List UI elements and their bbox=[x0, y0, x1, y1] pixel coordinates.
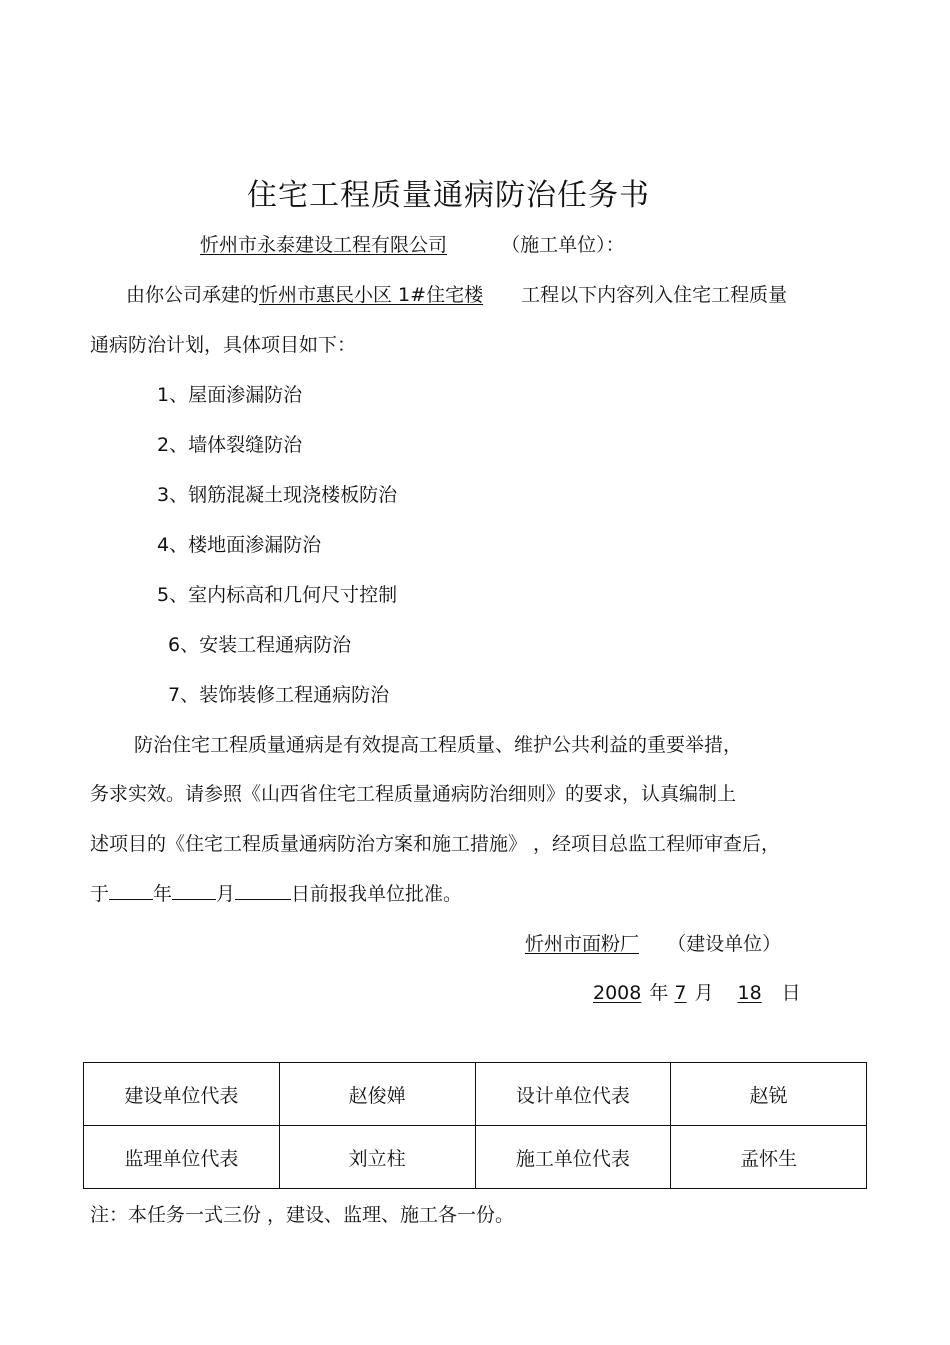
list-item: 7、装饰装修工程通病防治 bbox=[168, 684, 390, 706]
table-cell: 施工单位代表 bbox=[475, 1126, 671, 1189]
list-item: 2、墙体裂缝防治 bbox=[157, 434, 303, 456]
intro-line-1: 由你公司承建的忻州市惠民小区 1#住宅楼 工程以下内容列入住宅工程质量 bbox=[126, 284, 788, 306]
issuer-name: 忻州市面粉厂 bbox=[525, 933, 640, 955]
date-day: 18 bbox=[737, 982, 762, 1004]
table-cell: 设计单位代表 bbox=[475, 1063, 671, 1126]
month-blank[interactable] bbox=[172, 881, 216, 900]
intro-line-2: 通病防治计划，具体项目如下： bbox=[90, 334, 357, 356]
representatives-table bbox=[83, 1062, 867, 1189]
year-blank[interactable] bbox=[109, 881, 153, 900]
table-row bbox=[84, 1063, 867, 1126]
table-cell: 刘立柱 bbox=[279, 1126, 475, 1189]
project-name: 忻州市惠民小区 1#住宅楼 bbox=[259, 284, 484, 306]
day-blank[interactable] bbox=[235, 881, 291, 900]
body-line-2: 务求实效。请参照《山西省住宅工程质量通病防治细则》的要求，认真编制上 bbox=[90, 783, 737, 805]
list-item: 4、楼地面渗漏防治 bbox=[157, 534, 322, 556]
table-cell: 赵锐 bbox=[671, 1063, 867, 1126]
table-row bbox=[84, 1126, 867, 1189]
body-line-1: 防治住宅工程质量通病是有效提高工程质量、维护公共利益的重要举措， bbox=[134, 734, 743, 756]
contractor-name: 忻州市永泰建设工程有限公司 bbox=[200, 234, 448, 256]
list-item: 5、室内标高和几何尺寸控制 bbox=[157, 584, 398, 606]
body-line-3: 述项目的《住宅工程质量通病防治方案和施工措施》 ，经项目总监工程师审查后， bbox=[90, 833, 781, 855]
deadline-line: 于 年 月 日前报我单位批准。 bbox=[90, 883, 463, 905]
date-year: 2008 bbox=[593, 982, 642, 1004]
issuer-role: （建设单位） bbox=[667, 933, 782, 955]
table-cell: 赵俊婵 bbox=[279, 1063, 475, 1126]
issue-date: 2008 年 7 月 18 日 bbox=[593, 982, 801, 1004]
list-item: 3、钢筋混凝土现浇楼板防治 bbox=[157, 484, 398, 506]
table-cell: 建设单位代表 bbox=[84, 1063, 280, 1126]
list-item: 1、屋面渗漏防治 bbox=[157, 384, 303, 406]
table-cell: 监理单位代表 bbox=[84, 1126, 280, 1189]
contractor-role: （施工单位）： bbox=[501, 234, 625, 256]
addressee-line bbox=[180, 230, 625, 257]
footnote: 注：本任务一式三份 ，建设、监理、施工各一份。 bbox=[90, 1204, 515, 1226]
issuer-line bbox=[515, 929, 781, 956]
page-title: 住宅工程质量通病防治任务书 bbox=[247, 178, 650, 213]
date-month: 7 bbox=[674, 982, 687, 1004]
table-cell: 孟怀生 bbox=[671, 1126, 867, 1189]
list-item: 6、安装工程通病防治 bbox=[168, 634, 352, 656]
